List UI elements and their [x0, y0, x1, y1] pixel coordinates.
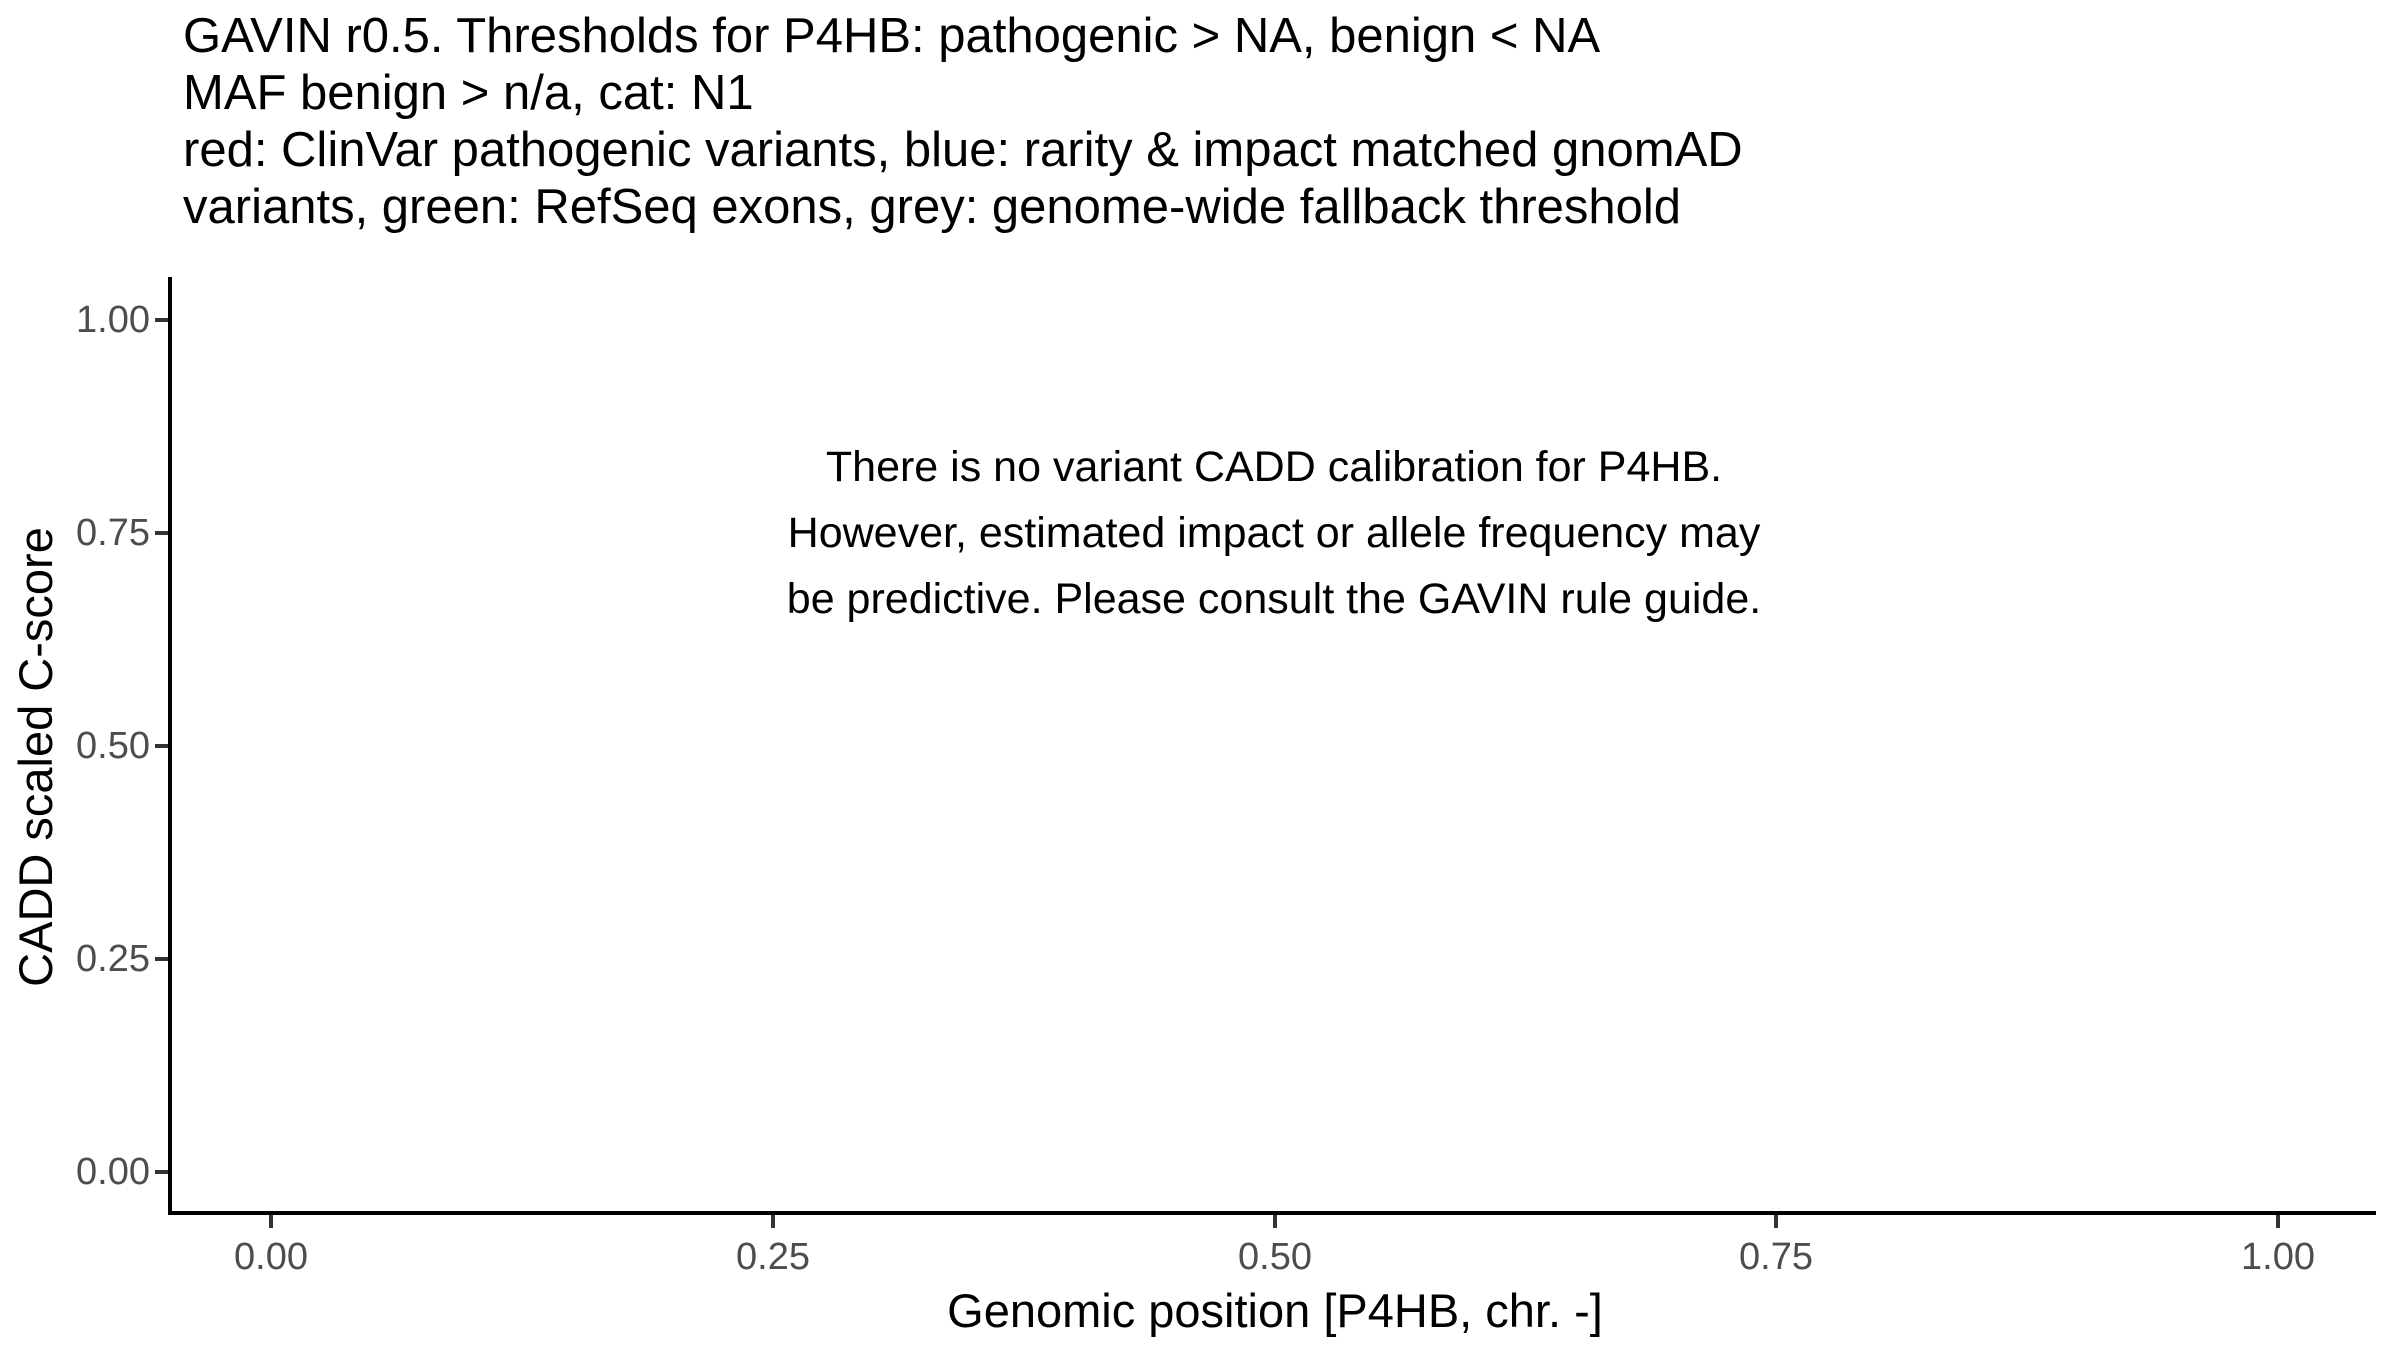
annotation-line-1: There is no variant CADD calibration for P4HB. [825, 443, 1723, 491]
x-tick-label: 0.25 [736, 1236, 810, 1278]
y-tick-label: 0.50 [76, 725, 150, 767]
x-tick-mark [1774, 1215, 1778, 1228]
y-tick-label: 0.00 [76, 1151, 150, 1193]
plot-title-line-3: red: ClinVar pathogenic variants, blue: rarity & impact matched gnomAD [183, 123, 1743, 177]
y-tick-mark [155, 1170, 168, 1174]
y-tick-label: 1.00 [76, 299, 150, 341]
plot-title-line-1: GAVIN r0.5. Thresholds for P4HB: pathogenic > NA, benign < NA [183, 9, 1601, 63]
x-tick-mark [2276, 1215, 2280, 1228]
y-tick-mark [155, 318, 168, 322]
plot-panel [168, 277, 2376, 1215]
x-tick-mark [1273, 1215, 1277, 1228]
plot-title-line-4: variants, green: RefSeq exons, grey: genome-wide fallback threshold [183, 180, 1682, 234]
no-calibration-annotation [474, 434, 2074, 632]
plot-title [183, 8, 1743, 236]
y-tick-label: 0.25 [76, 938, 150, 980]
x-tick-label: 1.00 [2241, 1236, 2315, 1278]
y-tick-mark [155, 957, 168, 961]
x-tick-label: 0.00 [234, 1236, 308, 1278]
plot-title-line-2: MAF benign > n/a, cat: N1 [183, 66, 754, 120]
annotation-line-2: However, estimated impact or allele frequency may [787, 509, 1761, 557]
y-tick-label: 0.75 [76, 512, 150, 554]
y-tick-mark [155, 531, 168, 535]
x-tick-mark [771, 1215, 775, 1228]
x-tick-label: 0.50 [1238, 1236, 1312, 1278]
y-axis-title: CADD scaled C-score [9, 527, 62, 987]
x-tick-mark [269, 1215, 273, 1228]
annotation-line-3: be predictive. Please consult the GAVIN rule guide. [786, 575, 1762, 623]
x-axis-title: Genomic position [P4HB, chr. -] [947, 1284, 1603, 1337]
x-tick-label: 0.75 [1739, 1236, 1813, 1278]
y-tick-mark [155, 744, 168, 748]
